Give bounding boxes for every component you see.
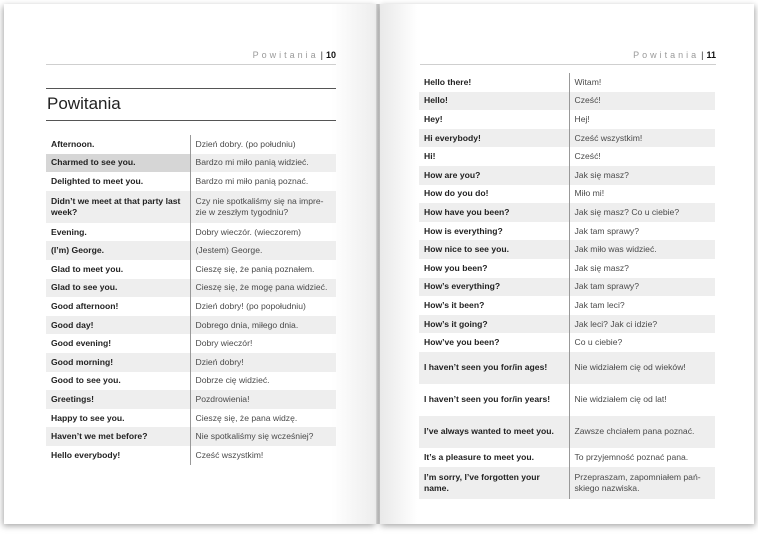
english-phrase: I haven’t seen you for/in ages! [419, 352, 569, 384]
polish-translation: Cześć wszystkim! [569, 129, 715, 148]
english-phrase: I haven’t seen you for/in years! [424, 394, 551, 405]
english-phrase: Glad to see you. [46, 279, 190, 298]
english-phrase: Hi! [424, 151, 436, 162]
polish-translation: Jak się masz? [569, 166, 715, 185]
polish-translation: Jak leci? Jak ci idzie? [569, 315, 715, 334]
polish-translation: Dobry wieczór! [190, 334, 336, 353]
polish-translation: Dzień dobry. (po południu) [190, 135, 336, 154]
phrase-row [419, 240, 715, 259]
polish-translation: Jak miło was widzieć. [569, 240, 715, 259]
english-phrase: Evening. [51, 226, 87, 237]
phrase-row [419, 296, 715, 315]
english-phrase: Hello! [419, 92, 569, 111]
english-phrase: Happy to see you. [51, 412, 125, 423]
english-phrase: Good to see you. [51, 375, 121, 386]
right-page [380, 4, 754, 524]
polish-translation: Jak się masz? [569, 259, 715, 278]
phrase-row [46, 223, 336, 242]
phrase-row [419, 416, 715, 448]
polish-translation: Cześć! [569, 147, 715, 166]
english-phrase: It’s a pleasure to meet you. [424, 451, 535, 462]
english-phrase: How have you been? [419, 203, 569, 222]
polish-translation: Pozdrowienia! [190, 390, 336, 409]
polish-translation: Bardzo mi miło panią poznać. [190, 172, 336, 191]
polish-translation: Dobrego dnia, miłego dnia. [190, 316, 336, 335]
phrase-row [46, 154, 336, 173]
phrase-row [419, 92, 715, 111]
phrase-row [419, 203, 715, 222]
english-phrase: Good day! [46, 316, 190, 335]
phrase-row [419, 384, 715, 416]
english-phrase: How is everything? [424, 225, 503, 236]
phrase-row [46, 334, 336, 353]
running-head-separator: | [701, 50, 704, 60]
polish-translation: Hej! [569, 110, 715, 129]
page-number: 11 [706, 50, 716, 60]
english-phrase: How nice to see you. [419, 240, 569, 259]
phrase-row [419, 129, 715, 148]
phrase-row [46, 241, 336, 260]
phrase-row [46, 279, 336, 298]
phrase-table-right [419, 73, 715, 499]
english-phrase: How’s everything? [419, 278, 569, 297]
polish-translation: Jak się masz? Co u ciebie? [569, 203, 715, 222]
polish-translation: Dobry wieczór. (wieczorem) [190, 223, 336, 242]
polish-translation: Jak tam sprawy? [569, 222, 715, 241]
running-head-right [420, 50, 716, 65]
polish-translation: Czy nie spotkaliśmy się na impre-zie w zeszłym tygodniu? [190, 191, 336, 223]
english-phrase: Hello everybody! [51, 449, 121, 460]
english-phrase: Good afternoon! [51, 300, 119, 311]
polish-translation: Miło mi! [569, 185, 715, 204]
polish-translation: Cześć! [569, 92, 715, 111]
polish-translation: Nie widziałem cię od lat! [569, 384, 715, 416]
phrase-row [419, 333, 715, 352]
english-phrase: How do you do! [424, 188, 489, 199]
phrase-row [46, 135, 336, 154]
phrase-row [46, 372, 336, 391]
english-phrase: Afternoon. [51, 138, 95, 149]
polish-translation: Zawsze chciałem pana poznać. [569, 416, 715, 448]
polish-translation: Cieszę się, że pana widzę. [190, 409, 336, 428]
phrase-row [419, 73, 715, 92]
english-phrase: Good morning! [46, 353, 190, 372]
phrase-row [419, 147, 715, 166]
polish-translation: Nie widziałem cię od wieków! [569, 352, 715, 384]
phrase-row [46, 390, 336, 409]
page-number: 10 [325, 50, 336, 60]
polish-translation: Cześć wszystkim! [190, 446, 336, 465]
polish-translation: Dzień dobry! (po popołudniu) [190, 297, 336, 316]
polish-translation: Dzień dobry! [190, 353, 336, 372]
polish-translation: To przyjemność poznać pana. [569, 448, 715, 467]
english-phrase: How are you? [419, 166, 569, 185]
polish-translation: Witam! [569, 73, 715, 92]
phrase-row [419, 166, 715, 185]
english-phrase: Greetings! [46, 390, 190, 409]
phrase-row [46, 297, 336, 316]
english-phrase: Charmed to see you. [46, 154, 190, 173]
english-phrase: Haven’t we met before? [46, 427, 190, 446]
english-phrase: How’s it going? [419, 315, 569, 334]
phrase-row [419, 467, 715, 499]
polish-translation: Przepraszam, zapomniałem pań-skiego nazwiska. [569, 467, 715, 499]
phrase-row [419, 185, 715, 204]
phrase-table-left [46, 135, 336, 465]
phrase-row [419, 222, 715, 241]
polish-translation: (Jestem) George. [190, 241, 336, 260]
running-head-title: Powitania [252, 50, 319, 60]
english-phrase: I’ve always wanted to meet you. [419, 416, 569, 448]
english-phrase: Delighted to meet you. [51, 175, 144, 186]
running-head-left [46, 50, 336, 65]
english-phrase: Didn’t we meet at that party last week? [46, 191, 190, 223]
phrase-row [419, 110, 715, 129]
english-phrase: (I’m) George. [46, 241, 190, 260]
english-phrase: Hey! [424, 113, 443, 124]
polish-translation: Dobrze cię widzieć. [190, 372, 336, 391]
polish-translation: Jak tam leci? [569, 296, 715, 315]
phrase-row [46, 172, 336, 191]
polish-translation: Cieszę się, że panią poznałem. [190, 260, 336, 279]
phrase-row [419, 315, 715, 334]
english-phrase: How’s it been? [424, 299, 485, 310]
polish-translation: Jak tam sprawy? [569, 278, 715, 297]
english-phrase: Hi everybody! [419, 129, 569, 148]
phrase-row [46, 316, 336, 335]
english-phrase: Glad to meet you. [51, 263, 124, 274]
phrase-row [46, 427, 336, 446]
polish-translation: Nie spotkaliśmy się wcześniej? [190, 427, 336, 446]
left-page [4, 4, 376, 524]
polish-translation: Bardzo mi miło panią widzieć. [190, 154, 336, 173]
phrase-row [419, 278, 715, 297]
english-phrase: How you been? [424, 262, 488, 273]
english-phrase: Hello there! [424, 76, 472, 87]
phrase-row [46, 191, 336, 223]
running-head-separator: | [320, 50, 323, 60]
english-phrase: Good evening! [51, 338, 112, 349]
section-title: Powitania [46, 88, 336, 121]
english-phrase: I’m sorry, I’ve forgotten your name. [419, 467, 569, 499]
phrase-row [419, 352, 715, 384]
phrase-row [419, 259, 715, 278]
phrase-row [46, 409, 336, 428]
english-phrase: How’ve you been? [424, 337, 500, 348]
phrase-row [46, 260, 336, 279]
phrase-row [46, 353, 336, 372]
polish-translation: Co u ciebie? [569, 333, 715, 352]
polish-translation: Cieszę się, że mogę pana widzieć. [190, 279, 336, 298]
running-head-title: Powitania [633, 50, 700, 60]
phrase-row [46, 446, 336, 465]
phrase-row [419, 448, 715, 467]
